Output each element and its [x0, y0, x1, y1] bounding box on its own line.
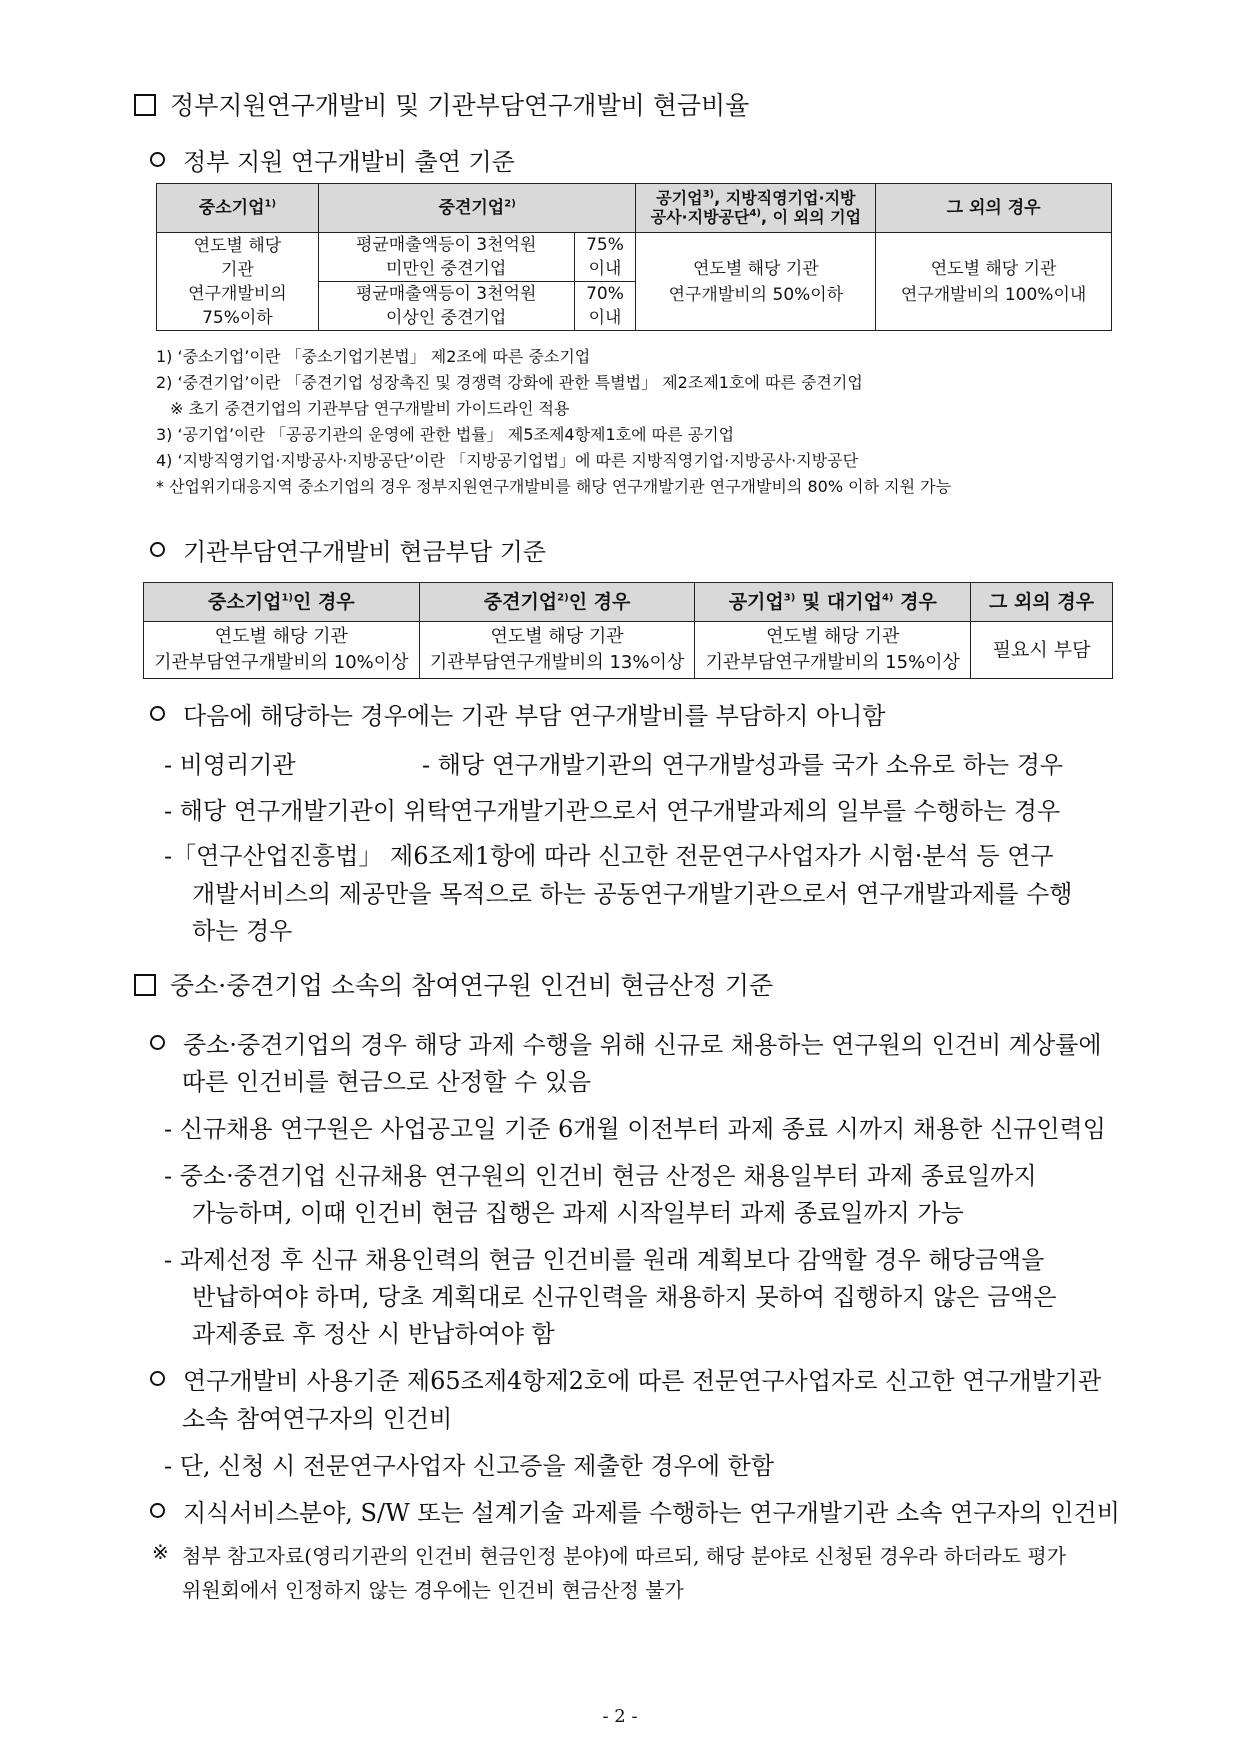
detail-calc-period-l1: - 중소·중견기업 신규채용 연구원의 인건비 현금 산정은 채용일부터 과제 종료일까지	[164, 1162, 1037, 1190]
cell-midsize-over: 평균매출액등이 3천억원 이상인 중견기업	[318, 282, 574, 331]
note-reference-mark: ※	[152, 1540, 169, 1564]
exemption-state-owned-results: - 해당 연구개발기관의 연구개발성과를 국가 소유로 하는 경우	[422, 751, 1064, 779]
detail-certificate: - 단, 신청 시 전문연구사업자 신고증을 제출한 경우에 한함	[164, 1452, 774, 1480]
checkbox-square-icon	[134, 94, 156, 116]
footnote-star: * 산업위기대응지역 중소기업의 경우 정부지원연구개발비를 해당 연구개발기관 연구개발비의 80% 이하 지원 가능	[156, 477, 952, 496]
checkbox-square-icon	[134, 974, 156, 996]
bullet-gov-support	[150, 142, 515, 177]
cell-midsize-over-rate: 70% 이내	[574, 282, 636, 331]
cell-public-value: 연도별 해당 기관 연구개발비의 50%이하	[636, 233, 876, 331]
exemption-subcontract: - 해당 연구개발기관이 위탁연구개발기관으로서 연구개발과제의 일부를 수행하는 경우	[164, 797, 1061, 825]
bullet-new-hire-l2: 따른 인건비를 현금으로 산정할 수 있음	[182, 1068, 592, 1096]
footnote-2: 2) ‘중견기업’이란 「중견기업 성장촉진 및 경쟁력 강화에 관한 특별법」 제2조제1호에 따른 중견기업	[156, 373, 863, 392]
circle-bullet-icon	[150, 1035, 165, 1050]
header-public: 공기업$^{3)}$, 지방직영기업·지방 공사·지방공단$^{4)}$, 이 외의 기업	[636, 184, 876, 233]
cell-sme-value: 연도별 해당 기관 연구개발비의 75%이하	[157, 233, 319, 331]
header-sme-case: 중소기업$^{1)}$인 경우	[144, 583, 420, 622]
footnotes	[156, 344, 951, 500]
section-title: 중소·중견기업 소속의 참여연구원 인건비 현금산정 기준	[170, 971, 774, 1000]
cell-midsize-rate: 연도별 해당 기관 기관부담연구개발비의 13%이상	[419, 622, 695, 679]
cell-other-rate: 필요시 부담	[971, 622, 1113, 679]
bullet-knowledge-service: 지식서비스분야, S/W 또는 설계기술 과제를 수행하는 연구개발기관 소속 연구자의 인건비	[150, 1493, 1120, 1528]
header-other: 그 외의 경우	[876, 184, 1112, 233]
circle-bullet-icon	[150, 152, 165, 167]
bullet-title: 다음에 해당하는 경우에는 기관 부담 연구개발비를 부담하지 아니함	[183, 702, 886, 730]
bullet-title: 기관부담연구개발비 현금부담 기준	[183, 538, 547, 566]
exemption-research-industry-l3: 하는 경우	[192, 917, 293, 945]
header-sme: 중소기업$^{1)}$	[157, 184, 319, 233]
bullet-new-hire: 중소·중견기업의 경우 해당 과제 수행을 위해 신규로 채용하는 연구원의 인건비 계상률에	[150, 1025, 1102, 1060]
footnote-1: 1) ‘중소기업’이란 「중소기업기본법」 제2조에 따른 중소기업	[156, 347, 591, 366]
bullet-exemptions	[150, 696, 886, 731]
bullet-title: 정부 지원 연구개발비 출연 기준	[183, 148, 515, 176]
exemption-nonprofit: - 비영리기관	[164, 751, 296, 779]
circle-bullet-icon	[150, 542, 165, 557]
detail-refund-l1: - 과제선정 후 신규 채용인력의 현금 인건비를 원래 계획보다 감액할 경우 해당금액을	[164, 1246, 1045, 1274]
header-midsize-case: 중견기업$^{2)}$인 경우	[419, 583, 695, 622]
cell-midsize-under: 평균매출액등이 3천억원 미만인 중견기업	[318, 233, 574, 282]
note-reference-l2: 위원회에서 인정하지 않는 경우에는 인건비 현금산정 불가	[182, 1578, 684, 1602]
header-public-large-case: 공기업$^{3)}$ 및 대기업$^{4)}$ 경우	[695, 583, 971, 622]
bullet-research-provider: 연구개발비 사용기준 제65조제4항제2호에 따른 전문연구사업자로 신고한 연구개발기관	[150, 1361, 1101, 1396]
circle-bullet-icon	[150, 706, 165, 721]
detail-refund-l2: 반납하여야 하며, 당초 계획대로 신규인력을 채용하지 못하여 집행하지 않은 금액은	[192, 1283, 1057, 1311]
cell-public-large-rate: 연도별 해당 기관 기관부담연구개발비의 15%이상	[695, 622, 971, 679]
cell-sme-rate: 연도별 해당 기관 기관부담연구개발비의 10%이상	[144, 622, 420, 679]
institution-cash-table	[143, 582, 1113, 679]
section-title: 정부지원연구개발비 및 기관부담연구개발비 현금비율	[170, 91, 750, 120]
detail-refund-l3: 과제종료 후 정산 시 반납하여야 함	[192, 1320, 555, 1348]
footnote-2-sub: ※ 초기 중견기업의 기관부담 연구개발비 가이드라인 적용	[170, 399, 570, 418]
note-reference-l1: 첨부 참고자료(영리기관의 인건비 현금인정 분야)에 따르되, 해당 분야로 신청된 경우라 하더라도 평가	[182, 1544, 1067, 1568]
circle-bullet-icon	[150, 1371, 165, 1386]
gov-support-table	[156, 183, 1112, 331]
section-heading-cash-ratio	[134, 86, 749, 122]
detail-new-hire-definition: - 신규채용 연구원은 사업공고일 기준 6개월 이전부터 과제 종료 시까지 채용한 신규인력임	[164, 1115, 1106, 1143]
circle-bullet-icon	[150, 1503, 165, 1518]
exemption-research-industry-l1: -「연구산업진흥법」 제6조제1항에 따라 신고한 전문연구사업자가 시험·분석 등 연구	[164, 842, 1054, 870]
footnote-3: 3) ‘공기업’이란 「공공기관의 운영에 관한 법률」 제5조제4항제1호에 따른 공기업	[156, 425, 735, 444]
header-other-case: 그 외의 경우	[971, 583, 1113, 622]
footnote-4: 4) ‘지방직영기업·지방공사·지방공단’이란 「지방공기업법」에 따른 지방직영기업·지방공사·지방공단	[156, 451, 859, 470]
bullet-research-provider-l2: 소속 참여연구자의 인건비	[182, 1405, 453, 1433]
page-number: - 2 -	[602, 1706, 638, 1727]
header-midsize: 중견기업$^{2)}$	[318, 184, 636, 233]
cell-midsize-under-rate: 75% 이내	[574, 233, 636, 282]
detail-calc-period-l2: 가능하며, 이때 인건비 현금 집행은 과제 시작일부터 과제 종료일까지 가능	[192, 1199, 964, 1227]
cell-other-value: 연도별 해당 기관 연구개발비의 100%이내	[876, 233, 1112, 331]
section-heading-personnel-cost	[134, 966, 773, 1002]
exemption-research-industry-l2: 개발서비스의 제공만을 목적으로 하는 공동연구개발기관으로서 연구개발과제를 수행	[192, 880, 1073, 908]
bullet-institution-cash	[150, 532, 546, 567]
